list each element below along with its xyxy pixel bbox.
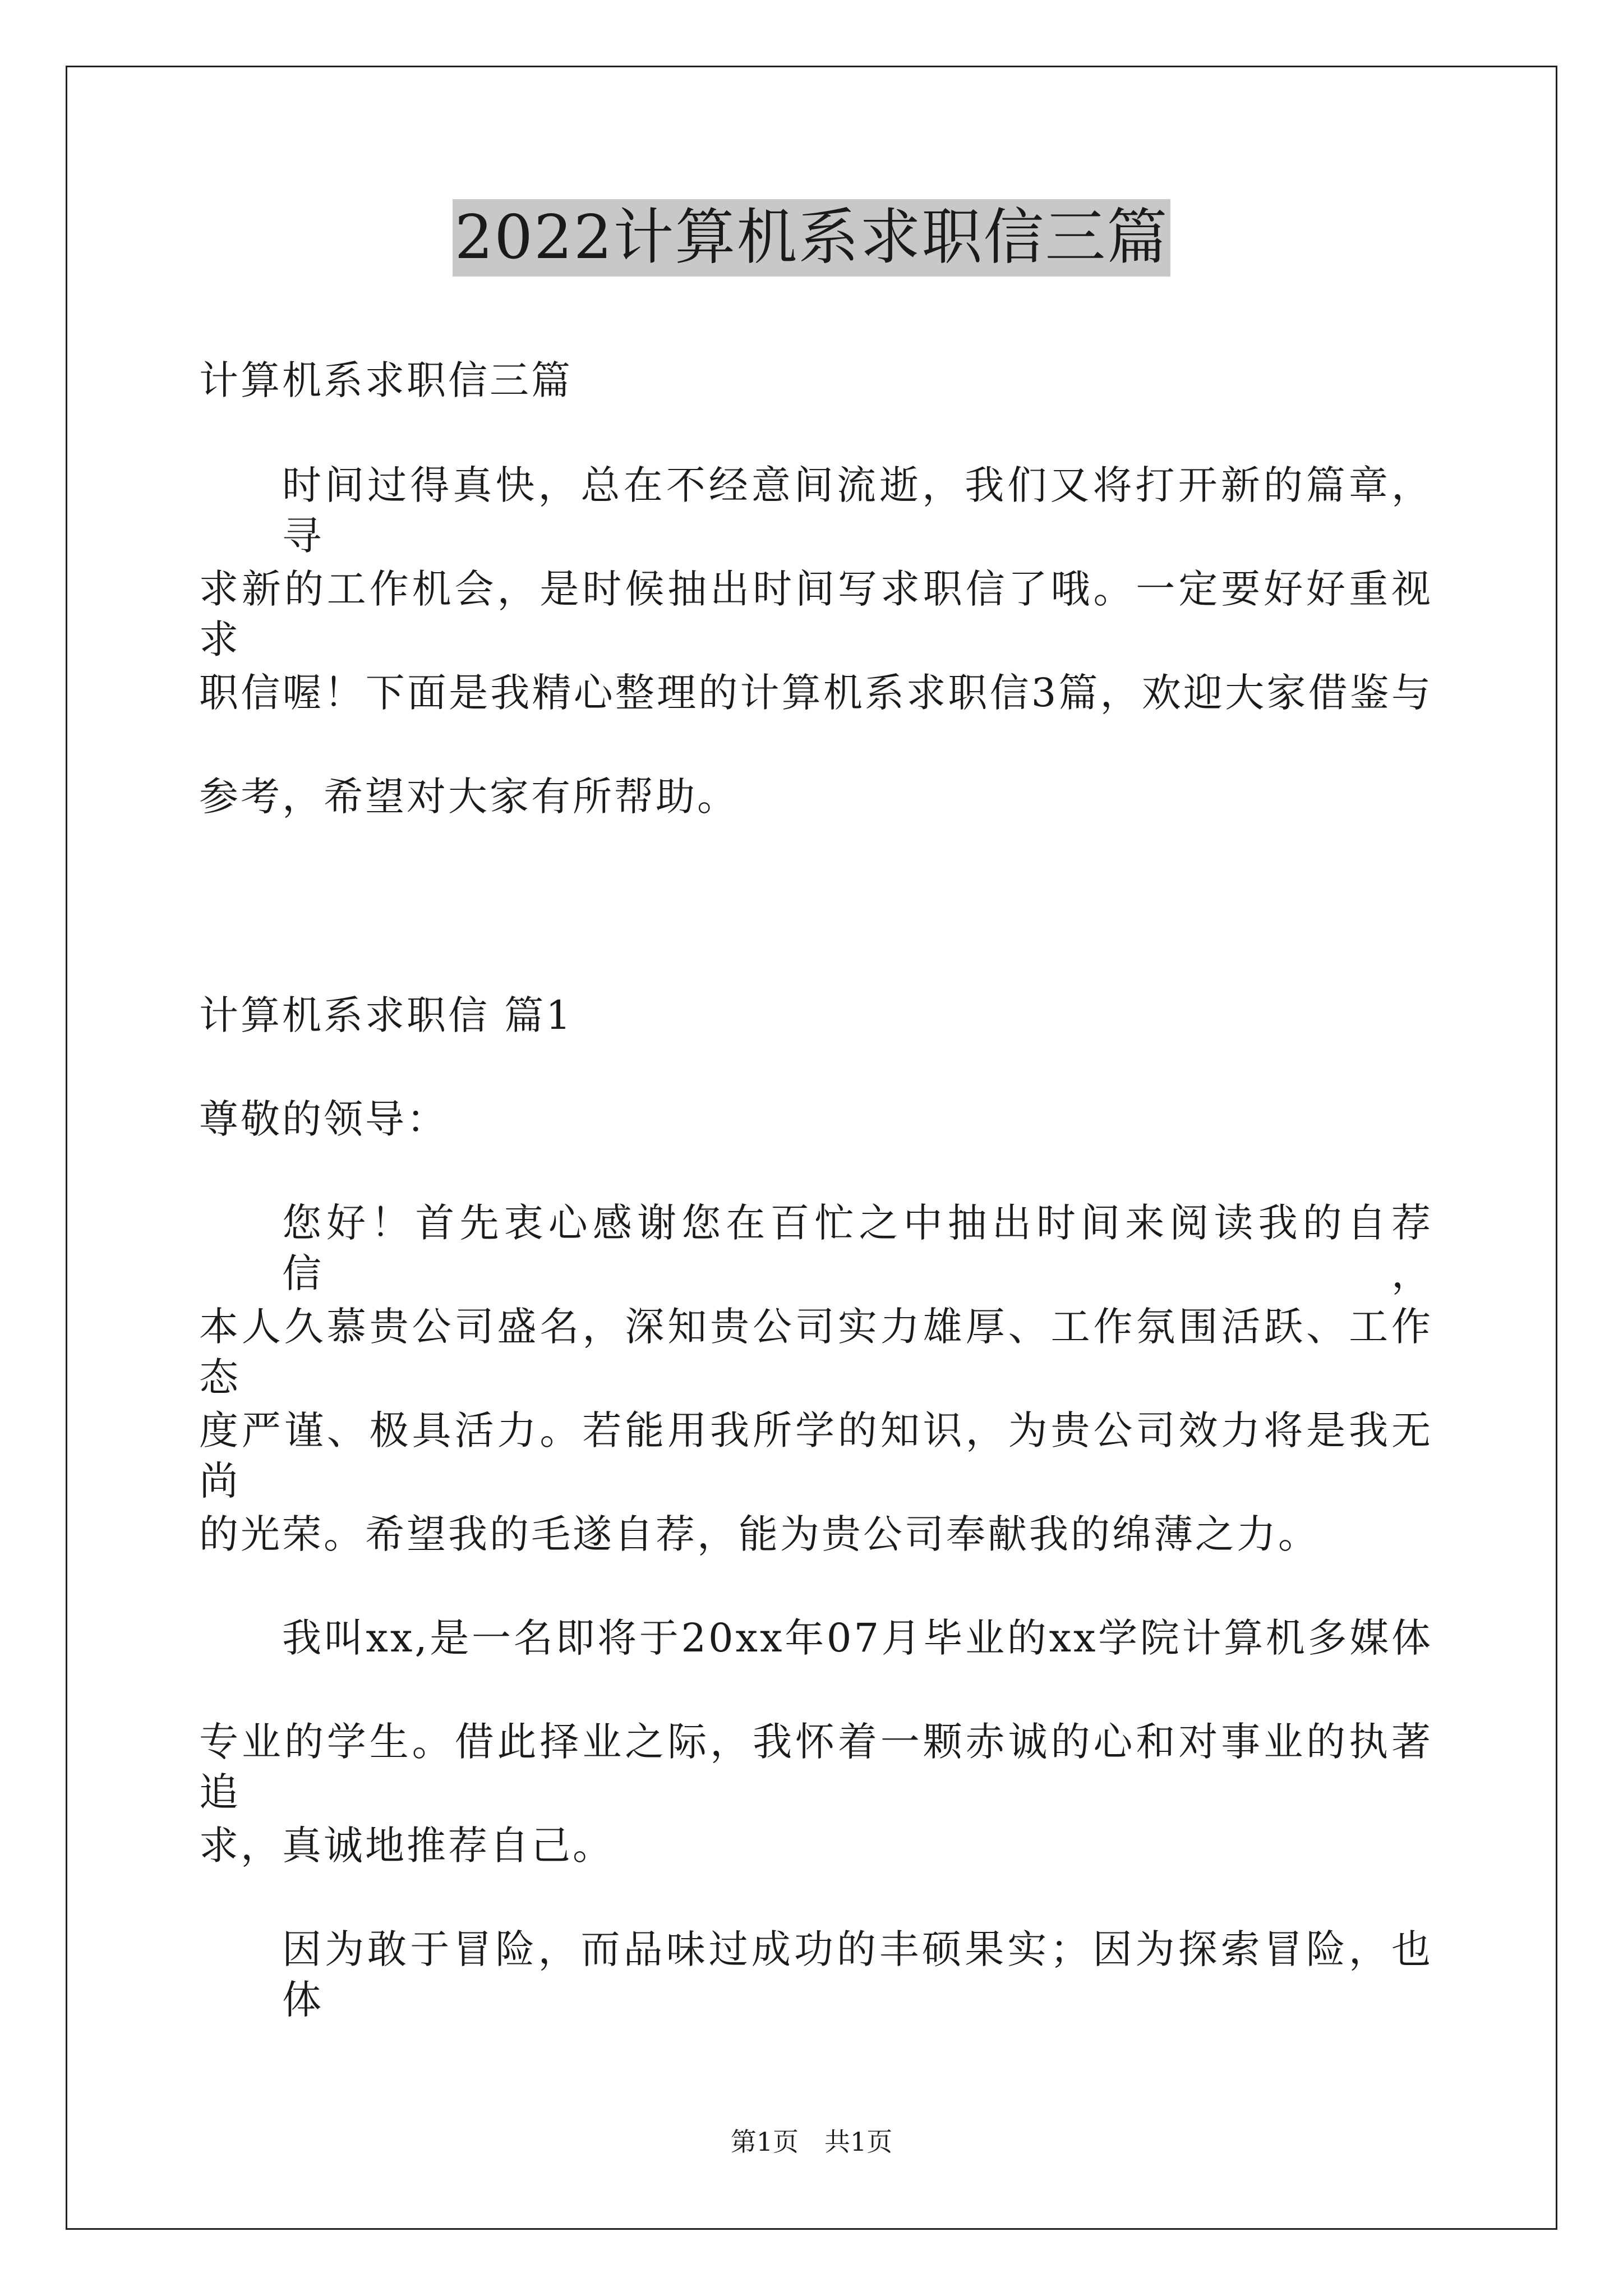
body-line: 度严谨、极具活力。若能用我所学的知识，为贵公司效力将是我无尚 [199,1407,1433,1504]
salutation: 尊敬的领导： [199,1096,448,1142]
body-line: 因为敢于冒险，而品味过成功的丰硕果实；因为探索冒险，也体 [282,1926,1433,2023]
body-line: 的光荣。希望我的毛遂自荐，能为贵公司奉献我的绵薄之力。 [199,1511,1320,1557]
intro-line: 职信喔！下面是我精心整理的计算机系求职信3篇，欢迎大家借鉴与 [199,670,1433,716]
title-container [0,199,1623,277]
intro-line: 参考，希望对大家有所帮助。 [199,774,739,820]
body-line: 专业的学生。借此择业之际，我怀着一颗赤诚的心和对事业的执著追 [199,1719,1433,1815]
body-line: 您好！首先衷心感谢您在百忙之中抽出时间来阅读我的自荐信， [282,1200,1433,1296]
intro-line: 求新的工作机会，是时候抽出时间写求职信了哦。一定要好好重视求 [199,566,1433,662]
body-line: 本人久慕贵公司盛名，深知贵公司实力雄厚、工作氛围活跃、工作态 [199,1304,1433,1400]
intro-line: 时间过得真快，总在不经意间流逝，我们又将打开新的篇章，寻 [282,462,1433,559]
body-line: 我叫xx,是一名即将于20xx年07月毕业的xx学院计算机多媒体 [282,1615,1433,1661]
document-subtitle: 计算机系求职信三篇 [199,357,573,403]
page-footer: 第1页 共1页 [730,2127,893,2157]
document-title: 2022计算机系求职信三篇 [453,199,1171,277]
section-heading: 计算机系求职信 篇1 [199,992,573,1038]
body-line: 求，真诚地推荐自己。 [199,1823,614,1869]
